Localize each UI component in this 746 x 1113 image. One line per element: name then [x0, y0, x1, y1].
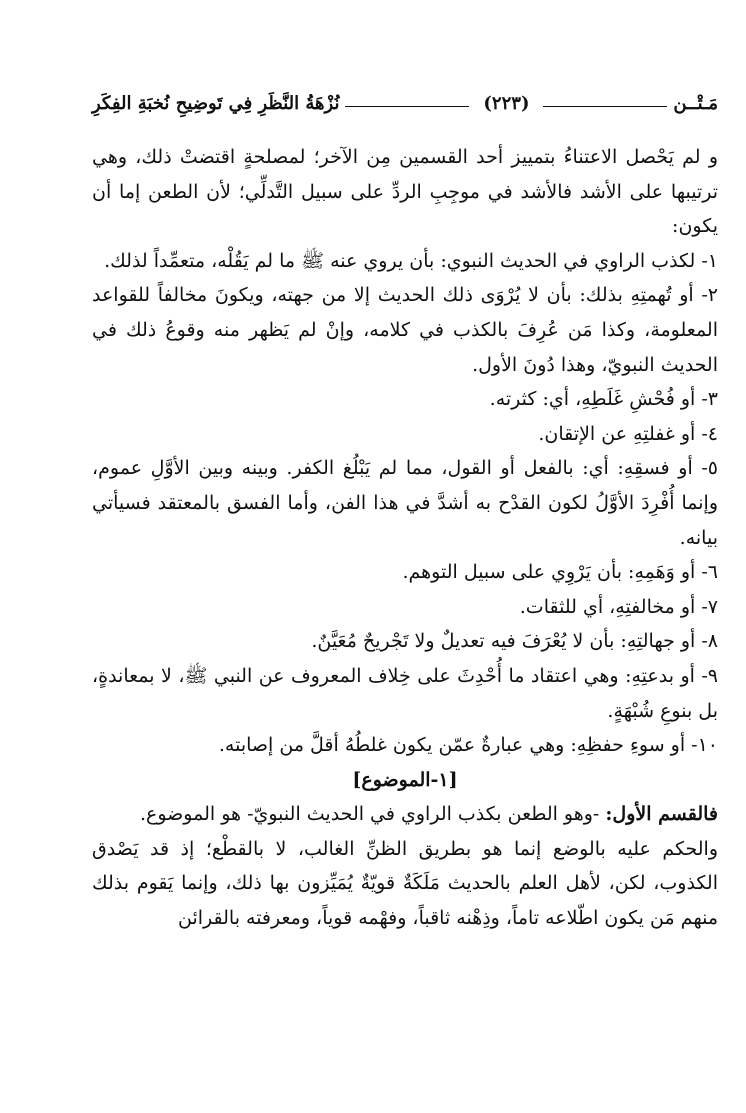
first-section-lead: فالقسم الأول:	[605, 803, 718, 826]
list-item-7: ٧- أو مخالفتِهِ، أي للثقات.	[519, 595, 718, 618]
list-item-5: ٥- أو فسقِهِ: أي: بالفعل أو القول، مما لم يَبْلُغ الكفر. وبينه وبين الأوَّلِ عموم، وإنما أُفْرِدَ الأوَّلُ لكون القدْح به أشدَّ في هذا الفن، وأما الفسق بالمعتقد فسيأتي بيانه.	[92, 457, 718, 549]
first-section-text: -وهو الطعن بكذب الراوي في الحديث النبويّ- هو الموضوع.	[139, 803, 606, 826]
page-body	[92, 140, 718, 936]
first-section-paragraph	[92, 797, 718, 832]
section-heading: [١-الموضوع]	[352, 768, 458, 791]
list-item-10: ١٠- أو سوءِ حفظِهِ: وهي عبارةٌ عمّن يكون غلطُهُ أقلَّ من إصابته.	[218, 734, 718, 757]
running-header	[92, 86, 718, 120]
list-item-2: ٢- أو تُهمتِهِ بذلك: بأن لا يُرْوَى ذلك الحديث إلا من جهته، ويكونَ مخالفاً للقواعد المعلومة، وكذا مَن عُرِفَ بالكذب في كلامه، وإنْ لم يَظهر منه وقوعُ ذلك في الحديث النبويّ، وهذا دُونَ الأول.	[92, 284, 718, 376]
list-item-3: ٣- أو فُحْشِ غَلَطِهِ، أي: كثرته.	[489, 388, 718, 411]
section-label: مَـتْــن	[673, 92, 718, 114]
header-rule	[543, 106, 667, 107]
header-rule-2	[345, 106, 469, 107]
book-title: نُزْهَةُ النَّظَرِ فِي تَوضِيحِ نُخبَةِ الفِكَرِ	[92, 92, 340, 114]
list-item-8: ٨- أو جهالتِهِ: بأن لا يُعْرَفَ فيه تعديلٌ ولا تَجْريحٌ مُعَيَّنٌ.	[311, 630, 718, 653]
closing-paragraph: والحكم عليه بالوضع إنما هو بطريق الظنِّ الغالب، لا بالقطْع؛ إذ قد يَصْدق الكذوب، لكن، لأهل العلم بالحديث مَلَكَةٌ قويّةٌ يُمَيِّزون بها ذلك، وإنما يَقوم بذلك منهم مَن يكون اطّلاعه تاماً، وذِهْنه ثاقباً، وفهْمه قوياً، ومعرفته بالقرائن	[92, 837, 718, 930]
list-item-4: ٤- أو غفلتِهِ عن الإتقان.	[538, 422, 718, 445]
intro-paragraph: و لم يَحْصل الاعتناءُ بتمييز أحد القسمين مِن الآخر؛ لمصلحةٍ اقتضتْ ذلك، وهي ترتيبها على الأشد فالأشد في موجِبِ الردِّ على سبيل التَّدلِّي؛ لأن الطعن إما أن يكون:	[92, 146, 718, 238]
list-item-6: ٦- أو وَهَمِهِ: بأن يَرْوِي على سبيل التوهم.	[402, 561, 718, 584]
list-item-9: ٩- أو بدعتِهِ: وهي اعتقاد ما أُحْدِثَ على خِلاف المعروف عن النبي ﷺ، لا بمعاندةٍ، بل بنوعِ شُبْهَةٍ.	[92, 664, 718, 722]
page-number: (٢٢٣)	[483, 92, 530, 114]
list-item-1: ١- لكذب الراوي في الحديث النبوي: بأن يروي عنه ﷺ ما لم يَقُلْه، متعمِّداً لذلك.	[104, 249, 718, 272]
